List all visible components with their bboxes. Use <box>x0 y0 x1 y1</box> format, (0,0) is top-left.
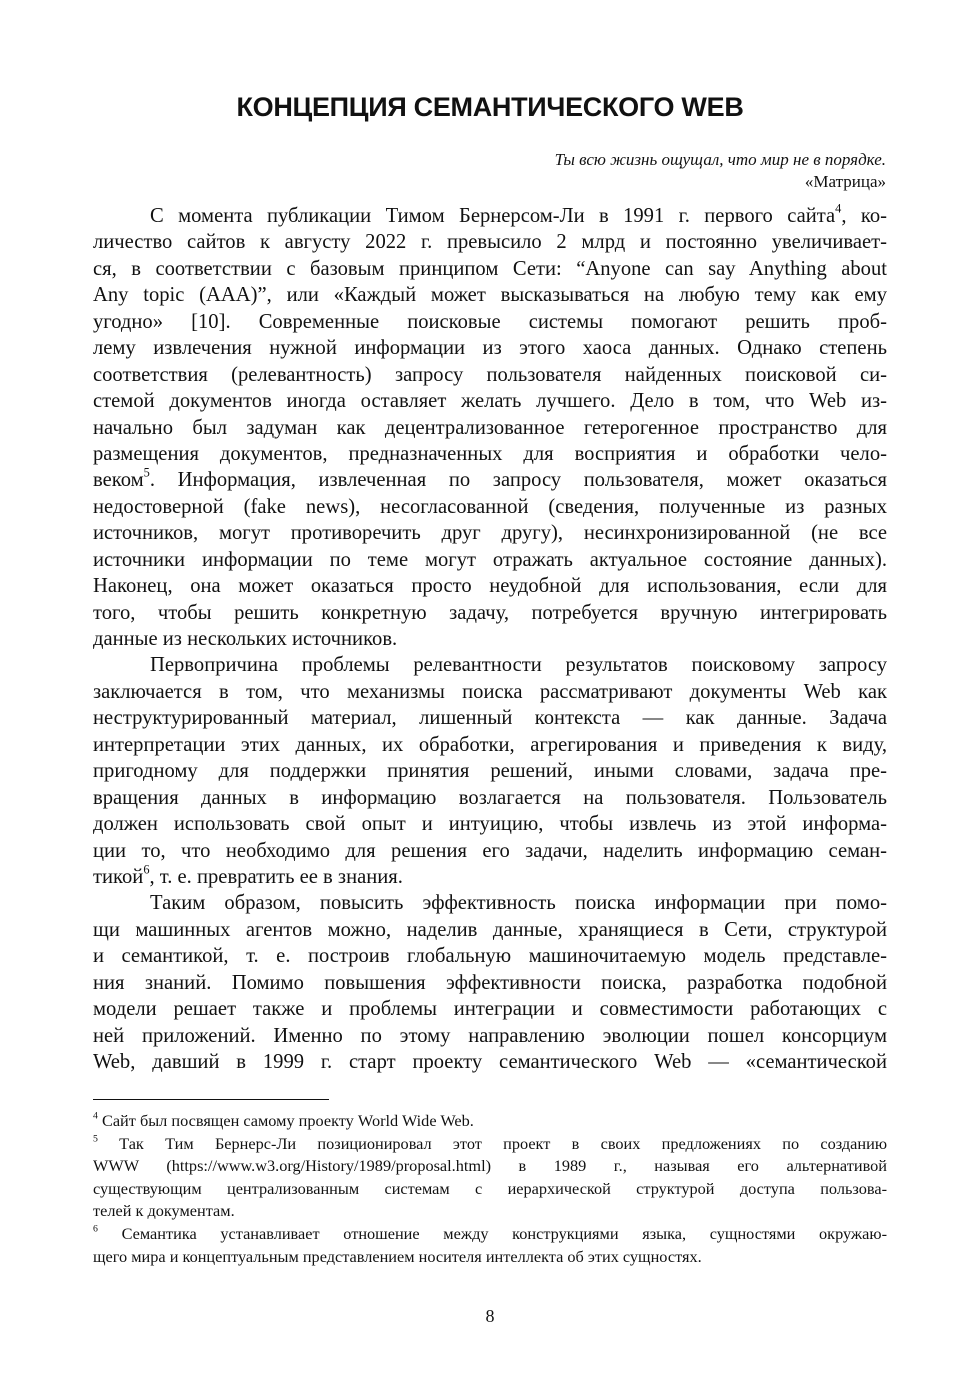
text-line <box>93 203 887 229</box>
line-text: телей к документам. <box>93 1201 235 1221</box>
line-text: щи машинных агентов можно, наделив данные, хранящиеся в Сети, структурой <box>93 918 887 941</box>
epigraph-source: «Матрица» <box>804 172 886 191</box>
text-line <box>93 1246 887 1269</box>
line-text: Первопричина проблемы релевантности результатов поисковому запросу <box>150 654 887 677</box>
line-text: заключается в том, что механизмы поиска рассматривают документы Web как <box>93 680 887 703</box>
text-line <box>93 864 887 890</box>
paragraph <box>93 652 887 890</box>
text-line <box>93 441 887 467</box>
footnote-marker[interactable]: 4 <box>93 1110 98 1122</box>
text-line <box>93 1023 887 1049</box>
text-line <box>93 705 887 731</box>
chapter-title: КОНЦЕПЦИЯ СЕМАНТИЧЕСКОГО WEB <box>236 92 744 122</box>
text-line <box>93 917 887 943</box>
line-text: начально был задуман как децентрализованное гетерогенное пространство для <box>93 416 887 439</box>
text-line <box>93 679 887 705</box>
footnote <box>93 1223 887 1268</box>
text-line <box>93 732 887 758</box>
line-text: того, чтобы решить конкретную задачу, потребуется вручную интегрировать <box>93 601 887 624</box>
text-line <box>93 600 887 626</box>
page-number: 8 <box>485 1306 495 1326</box>
line-text: личество сайтов к августу 2022 г. превысило 2 млрд и постоянно увеличивает- <box>93 231 887 254</box>
line-text: Сайт был посвящен самому проекту World Wide Web. <box>97 1111 474 1130</box>
line-text: WWW (https://www.w3.org/History/1989/proposal.html) в 1989 г., называя его альтернативой <box>93 1156 887 1176</box>
line-text: щего мира и концептуальным представлением носителя интеллекта об этих сущностях. <box>93 1246 702 1266</box>
line-text: ции то, что необходимо для решения его задачи, наделить информацию семан- <box>93 839 887 862</box>
line-text: ней приложений. Именно по этому направлению эволюции пошел консорциум <box>93 1024 887 1047</box>
line-text: лему извлечения нужной информации из этого хаоса данных. Однако степень <box>93 337 887 360</box>
text-line <box>93 415 887 441</box>
line-text: стемой документов иногда оставляет желать лучшего. Дело в том, что Web из- <box>93 390 887 413</box>
line-text: вращения данных в информацию возлагается на пользователя. Пользователь <box>93 786 887 809</box>
text-line <box>93 520 887 546</box>
text-line <box>93 1049 887 1075</box>
paragraph <box>93 203 887 652</box>
line-text: соответствия (релевантность) запросу пользователя найденных поисковой си- <box>93 363 887 386</box>
text-line <box>93 1155 887 1178</box>
line-text: Так Тим Бернерс-Ли позиционировал этот проект в своих предложениях по созданию <box>97 1133 887 1153</box>
line-text: размещения документов, предназначенных для восприятия и обработки чело- <box>93 442 887 465</box>
text-line <box>93 229 887 255</box>
footnote-marker[interactable]: 5 <box>93 1133 98 1145</box>
text-line <box>93 996 887 1022</box>
line-text: Семантика устанавливает отношение между конструкциями языка, сущностями окружаю- <box>97 1223 887 1243</box>
text-line <box>93 547 887 573</box>
text-line <box>93 573 887 599</box>
text-line <box>93 494 887 520</box>
text-line <box>93 1178 887 1201</box>
text-line <box>93 467 887 493</box>
line-text: . Информация, извлеченная по запросу пользователя, может оказаться <box>149 469 887 492</box>
epigraph <box>555 149 886 193</box>
text-line <box>93 785 887 811</box>
text-line <box>93 309 887 335</box>
text-line <box>93 811 887 837</box>
line-text: угодно» [10]. Современные поисковые системы помогают решить проб- <box>93 310 887 333</box>
line-text: модели решает также и проблемы интеграции и совместимости работающих с <box>93 998 887 1021</box>
text-line <box>93 626 887 652</box>
text-line <box>93 890 887 916</box>
line-text: С момента публикации Тимом Бернерсом-Ли в 1991 г. первого сайта <box>150 205 836 227</box>
text-line <box>93 1133 887 1156</box>
line-text: должен использовать свой опыт и интуицию, чтобы извлечь из этой информа- <box>93 813 887 836</box>
text-line <box>93 838 887 864</box>
text-line <box>93 256 887 282</box>
footnote <box>93 1133 887 1223</box>
line-text: ния знаний. Помимо повышения эффективности поиска, разработка подобной <box>93 971 887 994</box>
text-line <box>93 943 887 969</box>
footnote-marker[interactable]: 6 <box>93 1223 98 1235</box>
text-line <box>93 652 887 678</box>
paragraph <box>93 890 887 1075</box>
footnote <box>93 1110 887 1133</box>
line-text: источников, могут противоречить друг другу), несинхронизированной (не все <box>93 522 887 545</box>
line-text: , ко- <box>841 205 887 227</box>
text-line <box>93 1110 887 1133</box>
line-text: данные из нескольких источников. <box>93 628 398 650</box>
text-line <box>93 1200 887 1223</box>
line-text: Таким образом, повысить эффективность поиска информации при помо- <box>150 892 887 915</box>
text-line <box>93 335 887 361</box>
line-text: пригодному для поддержки принятия решений, иными словами, задача пре- <box>93 760 887 783</box>
line-text: Наконец, она может оказаться просто неудобной для использования, если для <box>93 575 887 598</box>
line-text: тикой <box>93 865 144 888</box>
text-line <box>93 388 887 414</box>
line-text: интерпретации этих данных, их обработки, агрегирования и приведения к виду, <box>93 733 887 756</box>
line-text: недостоверной (fake news), несогласованной (сведения, полученные из разных <box>93 495 887 518</box>
footnote-divider <box>93 1099 329 1100</box>
text-line <box>93 758 887 784</box>
text-line <box>93 970 887 996</box>
line-text: Any topic (AAA)”, или «Каждый может высказываться на любую тему как ему <box>93 284 887 307</box>
line-text: и семантикой, т. е. построив глобальную машиночитаемую модель представле- <box>93 945 887 968</box>
line-text: неструктурированный материал, лишенный контекста — как данные. Задача <box>93 707 887 730</box>
body-text <box>93 203 887 1075</box>
epigraph-quote: Ты всю жизнь ощущал, что мир не в порядке. <box>554 150 886 169</box>
footnotes <box>93 1110 887 1268</box>
line-text: источники информации по теме могут отражать актуальное состояние данных). <box>93 548 887 571</box>
footnote-marker[interactable]: 6 <box>143 862 150 877</box>
line-text: Web, давший в 1999 г. старт проекту семантического Web — «семантической <box>93 1051 887 1073</box>
footnote-marker[interactable]: 4 <box>835 201 842 216</box>
text-line <box>93 362 887 388</box>
line-text: веком <box>93 469 144 492</box>
text-line <box>93 1223 887 1246</box>
text-line <box>93 282 887 308</box>
footnote-marker[interactable]: 5 <box>143 466 150 481</box>
line-text: , т. е. превратить ее в знания. <box>149 865 403 888</box>
line-text: существующим централизованным системам с иерархической структурой доступа пользова- <box>93 1178 887 1198</box>
line-text: ся, в соответствии с базовым принципом Сети: “Anyone can say Anything about <box>93 257 887 280</box>
